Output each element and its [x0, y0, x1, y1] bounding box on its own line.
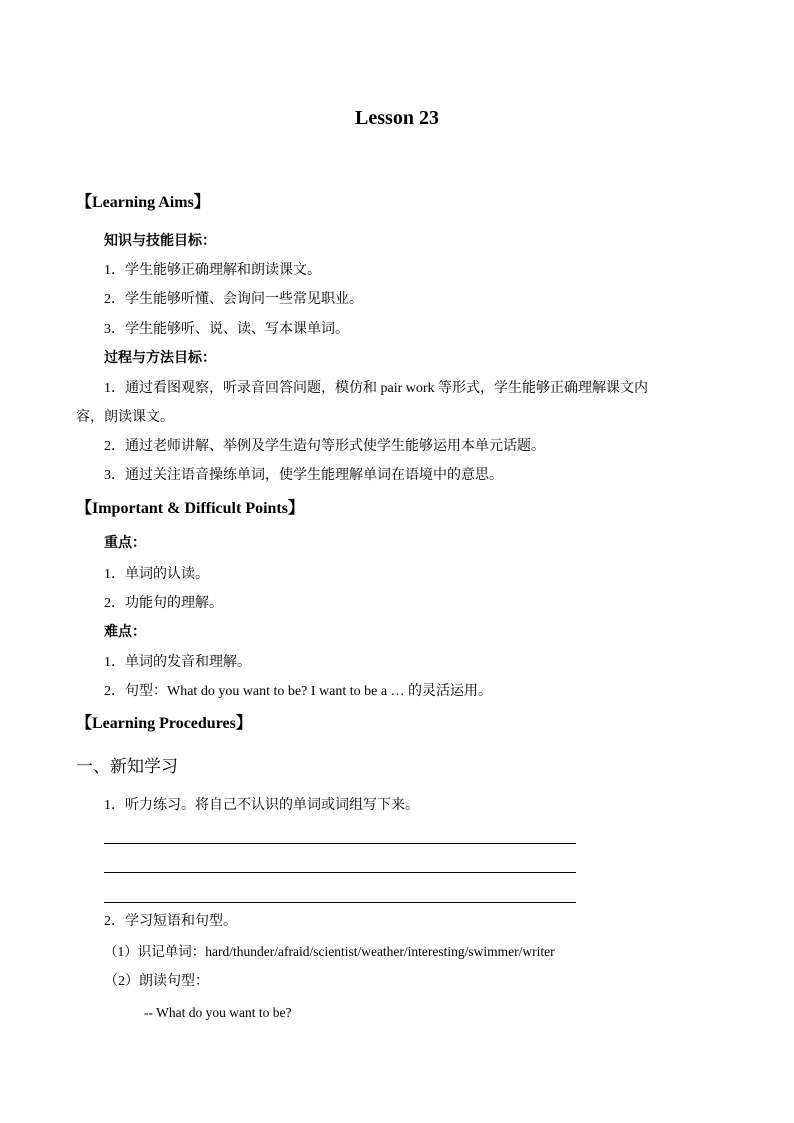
step-listening-practice: 1．听力练习。将自己不认识的单词或词组写下来。	[104, 798, 419, 813]
answer-line	[104, 843, 576, 844]
step-memorize-words: （1）识记单词：hard/thunder/afraid/scientist/weather/interesting/swimmer/writer	[104, 944, 555, 959]
process-methods-heading: 过程与方法目标：	[104, 351, 216, 366]
answer-line	[104, 902, 576, 903]
difficult-points-heading: 难点：	[104, 625, 146, 640]
list-item: 1．学生能够正确理解和朗读课文。	[104, 263, 321, 278]
step-read-sentences: （2）朗读句型：	[104, 974, 209, 989]
dialogue-line: -- What do you want to be?	[144, 1005, 292, 1020]
list-item: 3．通过关注语音操练单词，使学生能理解单词在语境中的意思。	[104, 468, 503, 483]
part-one-heading: 一、新知学习	[76, 757, 178, 776]
list-item: 2．句型：What do you want to be? I want to be a … 的灵活运用。	[104, 684, 493, 699]
section-heading-learning-aims: 【Learning Aims】	[76, 194, 210, 211]
list-item: 1．通过看图观察，听录音回答问题，模仿和 pair work 等形式，学生能够正确理解课文内	[104, 381, 649, 396]
list-item: 2．功能句的理解。	[104, 596, 223, 611]
list-item: 2．学生能够听懂、会询问一些常见职业。	[104, 292, 363, 307]
section-heading-important-difficult-points: 【Important & Difficult Points】	[76, 500, 304, 517]
list-item: 1．单词的认读。	[104, 567, 209, 582]
answer-line	[104, 872, 576, 873]
section-heading-learning-procedures: 【Learning Procedures】	[76, 715, 252, 732]
page-title: Lesson 23	[355, 107, 439, 129]
list-item-continuation: 容，朗读课文。	[76, 410, 174, 425]
list-item: 1．单词的发音和理解。	[104, 655, 251, 670]
list-item: 2．通过老师讲解、举例及学生造句等形式使学生能够运用本单元话题。	[104, 439, 545, 454]
step-phrases-sentences: 2．学习短语和句型。	[104, 914, 237, 929]
knowledge-skills-heading: 知识与技能目标：	[104, 234, 216, 249]
list-item: 3．学生能够听、说、读、写本课单词。	[104, 322, 349, 337]
key-points-heading: 重点：	[104, 536, 146, 551]
